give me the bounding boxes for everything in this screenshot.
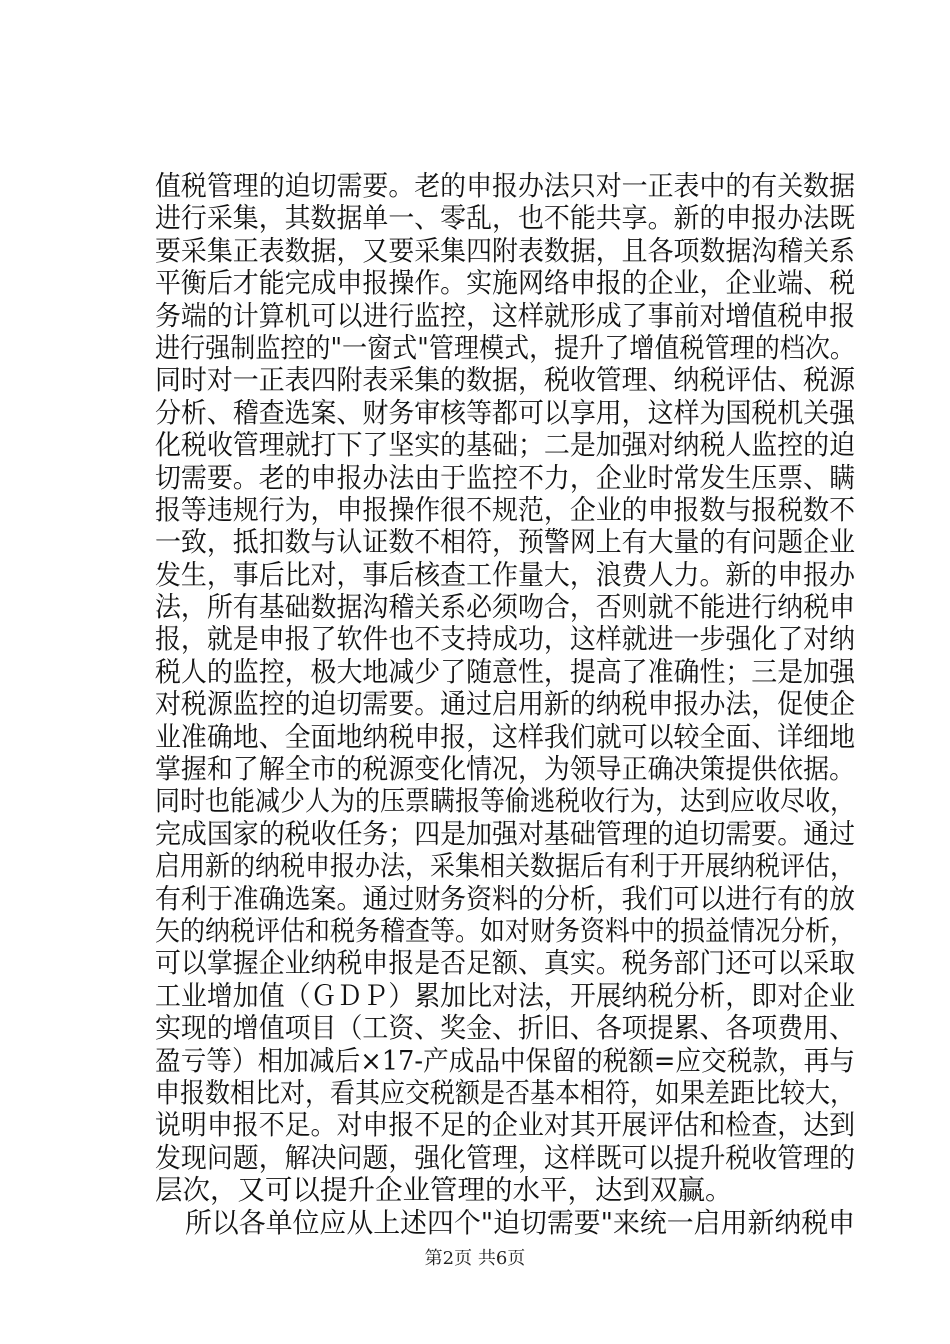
text-line: 有利于准确选案。通过财务资料的分析，我们可以进行有的放 <box>155 882 855 915</box>
text-line: 一致，抵扣数与认证数不相符，预警网上有大量的有问题企业 <box>155 526 855 559</box>
text-line: 税人的监控，极大地减少了随意性，提高了准确性；三是加强 <box>155 655 855 688</box>
text-line: 可以掌握企业纳税申报是否足额、真实。税务部门还可以采取 <box>155 947 855 980</box>
text-line: 掌握和了解全市的税源变化情况，为领导正确决策提供依据。 <box>155 753 855 786</box>
text-line: 层次，又可以提升企业管理的水平，达到双赢。 <box>155 1174 733 1207</box>
page-footer: 第2页 共6页 <box>424 1248 526 1269</box>
text-line: 报，就是申报了软件也不支持成功，这样就进一步强化了对纳 <box>155 623 855 656</box>
text-line: 实现的增值项目（工资、奖金、折旧、各项提累、各项费用、 <box>155 1012 855 1045</box>
text-line: 值税管理的迫切需要。老的申报办法只对一正表中的有关数据 <box>155 170 855 202</box>
text-line: 申报数相比对，看其应交税额是否基本相符，如果差距比较大， <box>155 1076 855 1109</box>
text-line: 化税收管理就打下了坚实的基础；二是加强对纳税人监控的迫 <box>155 429 855 462</box>
text-line: 对税源监控的迫切需要。通过启用新的纳税申报办法，促使企 <box>155 688 855 721</box>
paragraph-start-line: 所以各单位应从上述四个"迫切需要"来统一启用新纳税申 <box>185 1206 855 1239</box>
text-line: 同时对一正表四附表采集的数据，税收管理、纳税评估、税源 <box>155 364 855 397</box>
text-line: 发现问题，解决问题，强化管理，这样既可以提升税收管理的 <box>155 1141 855 1174</box>
text-line: 启用新的纳税申报办法，采集相关数据后有利于开展纳税评估， <box>155 850 855 883</box>
text-line: 要采集正表数据，又要采集四附表数据，且各项数据沟稽关系 <box>155 234 855 267</box>
text-line: 业准确地、全面地纳税申报，这样我们就可以较全面、详细地 <box>155 720 855 753</box>
text-line: 盈亏等）相加减后×17-产成品中保留的税额=应交税款，再与 <box>155 1044 855 1077</box>
text-line: 矢的纳税评估和税务稽查等。如对财务资料中的损益情况分析， <box>155 914 855 947</box>
text-line: 法，所有基础数据沟稽关系必须吻合，否则就不能进行纳税申 <box>155 591 855 624</box>
text-line: 说明申报不足。对申报不足的企业对其开展评估和检查，达到 <box>155 1109 855 1142</box>
text-line: 平衡后才能完成申报操作。实施网络申报的企业，企业端、税 <box>155 267 855 300</box>
text-line: 进行强制监控的"一窗式"管理模式，提升了增值税管理的档次。 <box>155 331 855 364</box>
text-line: 进行采集，其数据单一、零乱，也不能共享。新的申报办法既 <box>155 202 855 235</box>
text-line: 报等违规行为，申报操作很不规范，企业的申报数与报税数不 <box>155 493 855 526</box>
text-line: 完成国家的税收任务；四是加强对基础管理的迫切需要。通过 <box>155 817 855 850</box>
text-line: 务端的计算机可以进行监控，这样就形成了事前对增值税申报 <box>155 299 855 332</box>
text-line: 分析、稽查选案、财务审核等都可以享用，这样为国税机关强 <box>155 396 855 429</box>
text-line: 发生，事后比对，事后核查工作量大，浪费人力。新的申报办 <box>155 558 855 591</box>
text-line: 同时也能减少人为的压票瞒报等偷逃税收行为，达到应收尽收， <box>155 785 855 818</box>
text-line: 切需要。老的申报办法由于监控不力，企业时常发生压票、瞒 <box>155 461 855 494</box>
body-text <box>155 170 855 1239</box>
text-line: 工业增加值（ＧＤＰ）累加比对法，开展纳税分析，即对企业 <box>155 979 855 1012</box>
